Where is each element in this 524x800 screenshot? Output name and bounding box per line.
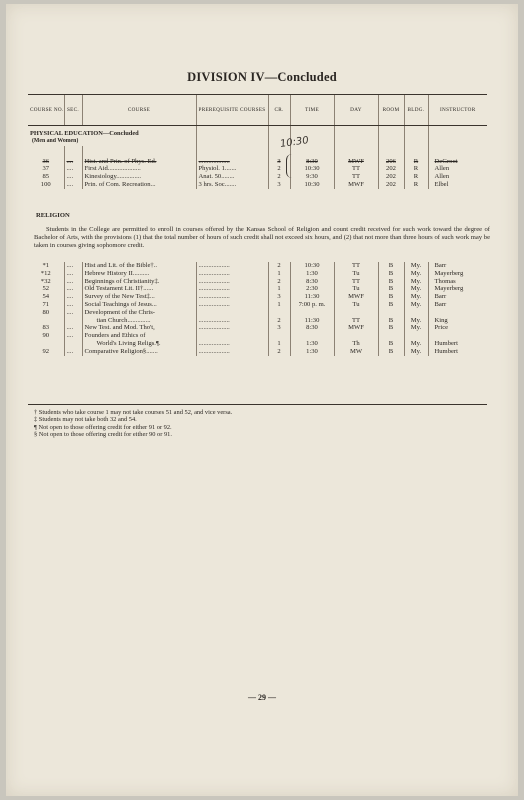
prerequisite-cell: Anat. 50........: [196, 173, 268, 181]
course-name-cell: Hebrew History II..........: [82, 270, 196, 278]
credits-cell: [268, 309, 290, 317]
day-cell: [334, 309, 378, 317]
header-course: COURSE: [82, 95, 196, 126]
instructor-cell: Humbert: [428, 340, 487, 348]
handwritten-bracket: [286, 154, 295, 178]
credits-cell: 3: [268, 181, 290, 189]
course-no-cell: [28, 340, 64, 348]
day-cell: TT: [334, 262, 378, 270]
course-no-cell: 52: [42, 285, 50, 293]
course-table: [28, 94, 487, 189]
sec-cell: ....: [64, 324, 82, 332]
table-row: [28, 324, 487, 332]
credits-cell: 1: [268, 285, 290, 293]
sec-cell: ....: [64, 285, 82, 293]
building-cell: R: [404, 165, 428, 173]
page-title: DIVISION IV—Concluded: [187, 70, 337, 84]
credits-cell: 1: [268, 270, 290, 278]
course-no-cell: 90: [42, 332, 50, 340]
sec-cell: ....: [64, 158, 82, 166]
day-cell: [334, 332, 378, 340]
table-bottom-rule: [28, 404, 487, 405]
course-name-cell: Prin. of Com. Recreation...: [82, 181, 196, 189]
header-bldg: BLDG.: [404, 95, 428, 126]
instructor-cell: King: [428, 317, 487, 325]
room-cell: 202: [378, 181, 404, 189]
time-cell: [290, 309, 334, 317]
instructor-cell: Barr: [428, 301, 487, 309]
day-cell: TT: [334, 317, 378, 325]
course-name-cell: Beginnings of Christianity‡.: [82, 278, 196, 286]
sec-cell: ....: [64, 309, 82, 317]
prerequisite-cell: ...................: [196, 293, 268, 301]
credits-cell: 2: [268, 278, 290, 286]
table-row: [28, 348, 487, 356]
room-cell: B: [378, 340, 404, 348]
pe-section-title: PHYSICAL EDUCATION—Concluded: [30, 130, 139, 137]
time-cell: 8:30: [290, 324, 334, 332]
table-row: [28, 270, 487, 278]
room-cell: [378, 309, 404, 317]
sec-cell: ....: [64, 165, 82, 173]
credits-cell: 2: [268, 317, 290, 325]
credits-cell: 1: [268, 340, 290, 348]
time-cell: 8:30: [290, 158, 334, 166]
time-cell: 10:30: [290, 181, 334, 189]
building-cell: [404, 332, 428, 340]
time-cell: 11:30: [290, 317, 334, 325]
day-cell: Th: [334, 340, 378, 348]
day-cell: TT: [334, 278, 378, 286]
room-cell: 206: [378, 158, 404, 166]
room-cell: B: [378, 317, 404, 325]
course-no-cell: 36: [42, 157, 50, 165]
credits-cell: 2: [268, 165, 290, 173]
building-cell: My.: [404, 348, 428, 356]
prerequisite-cell: Physiol. 1.......: [196, 165, 268, 173]
time-cell: 1:30: [290, 340, 334, 348]
day-cell: TT: [334, 165, 378, 173]
course-no-cell: *1: [42, 262, 50, 269]
instructor-cell: Barr: [428, 262, 487, 270]
building-cell: My.: [404, 324, 428, 332]
time-cell: 11:30: [290, 293, 334, 301]
prerequisite-cell: ...................: [196, 348, 268, 356]
course-name-cell: Development of the Chris-: [82, 309, 196, 317]
credits-cell: 3: [268, 158, 290, 166]
footnotes: [34, 409, 334, 439]
course-name-cell: Social Teachings of Jesus...: [82, 301, 196, 309]
room-cell: B: [378, 285, 404, 293]
building-cell: My.: [404, 317, 428, 325]
instructor-cell: Elbel: [428, 181, 487, 189]
room-cell: B: [378, 278, 404, 286]
header-prereq: PREREQUISITE COURSES: [196, 95, 268, 126]
day-cell: MWF: [334, 158, 378, 166]
credits-cell: [268, 332, 290, 340]
building-cell: My.: [404, 301, 428, 309]
course-name-cell: First Aid....................: [82, 165, 196, 173]
building-cell: My.: [404, 278, 428, 286]
header-course-no: COURSE NO.: [28, 95, 64, 126]
instructor-cell: [428, 332, 487, 340]
sec-cell: ....: [64, 348, 82, 356]
course-no-cell: 80: [42, 308, 50, 316]
course-no-cell: 54: [42, 293, 50, 301]
room-cell: B: [378, 301, 404, 309]
building-cell: My.: [404, 340, 428, 348]
course-name-cell: Hist and Lit. of the Bible†..: [82, 262, 196, 270]
prerequisite-cell: ...................: [196, 301, 268, 309]
course-name-cell: Hist. and Prin. of Phys. Ed.: [82, 158, 196, 166]
table-header-row: [28, 95, 487, 126]
day-cell: MWF: [334, 293, 378, 301]
building-cell: My.: [404, 293, 428, 301]
building-cell: R: [404, 173, 428, 181]
sec-cell: ....: [64, 332, 82, 340]
header-sec: SEC.: [64, 95, 82, 126]
table-row: [28, 332, 487, 340]
table-row: [28, 165, 487, 173]
room-cell: B: [378, 293, 404, 301]
room-cell: 202: [378, 165, 404, 173]
header-cr: CR.: [268, 95, 290, 126]
table-row: [28, 301, 487, 309]
time-cell: 2:30: [290, 285, 334, 293]
credits-cell: 1: [268, 301, 290, 309]
page-number: — 29 —: [248, 693, 276, 702]
table-row: [28, 317, 487, 325]
course-no-cell: 83: [42, 324, 50, 332]
course-no-cell: 92: [42, 347, 50, 355]
instructor-cell: Humbert: [428, 348, 487, 356]
prerequisite-cell: ...................: [196, 324, 268, 332]
time-cell: [290, 332, 334, 340]
day-cell: Tu: [334, 301, 378, 309]
day-cell: Tu: [334, 285, 378, 293]
table-row: [28, 158, 487, 166]
prerequisite-cell: ...................: [196, 340, 268, 348]
table-row: [28, 262, 487, 270]
building-cell: My.: [404, 270, 428, 278]
instructor-cell: [428, 309, 487, 317]
building-cell: My.: [404, 285, 428, 293]
course-name-cell: Survey of the New Test‡...: [82, 293, 196, 301]
course-name-cell: Founders and Ethics of: [82, 332, 196, 340]
credits-cell: 2: [268, 173, 290, 181]
course-no-cell: 71: [42, 300, 50, 308]
instructor-cell: Allen: [428, 173, 487, 181]
day-cell: Tu: [334, 270, 378, 278]
credits-cell: 2: [268, 262, 290, 270]
room-cell: 202: [378, 173, 404, 181]
prerequisite-cell: ...................: [196, 278, 268, 286]
sec-cell: ....: [64, 173, 82, 181]
header-time: TIME: [290, 95, 334, 126]
day-cell: MW: [334, 348, 378, 356]
prerequisite-cell: 3 hrs. Soc.......: [196, 181, 268, 189]
prerequisite-cell: [196, 309, 268, 317]
footnote: § Not open to those offering credit for either 90 or 91.: [34, 431, 172, 439]
building-cell: R: [404, 158, 428, 166]
time-cell: 9:30: [290, 173, 334, 181]
instructor-cell: Thomas: [428, 278, 487, 286]
religion-paragraph: Students in the College are permitted to enroll in courses offered by the Kansas School of Religion and count credit received for such work toward the degree of Bachelor of Arts, with the provisions (1) that the total number of hours of such credit shall not exceed six hours, and (2) that not more than three hours of such work may be taken in courses giving sophomore credit.: [34, 226, 490, 249]
course-no-cell: 100: [40, 180, 51, 188]
credits-cell: 3: [268, 293, 290, 301]
building-cell: My.: [404, 262, 428, 270]
room-cell: [378, 332, 404, 340]
header-instructor: INSTRUCTOR: [428, 95, 487, 126]
course-name-cell: tian Church..............: [82, 317, 196, 325]
course-name-cell: Comparative Religion§.......: [82, 348, 196, 356]
footnote: ¶ Not open to those offering credit for either 91 or 92.: [34, 423, 172, 431]
prerequisite-cell: ...................: [196, 270, 268, 278]
course-name-cell: Old Testament Lit. II†......: [82, 285, 196, 293]
prerequisite-cell: ...................: [196, 158, 268, 166]
table-row: [28, 173, 487, 181]
sec-cell: ....: [64, 270, 82, 278]
room-cell: B: [378, 262, 404, 270]
course-name-cell: World's Living Religs.¶.: [82, 340, 196, 348]
time-cell: 10:30: [290, 262, 334, 270]
prerequisite-cell: ...................: [196, 262, 268, 270]
section-heading-row: [28, 126, 487, 138]
header-room: ROOM: [378, 95, 404, 126]
course-no-cell: [28, 317, 64, 325]
table-row: [28, 309, 487, 317]
time-cell: 8:30: [290, 278, 334, 286]
time-cell: 7:00 p. m.: [290, 301, 334, 309]
day-cell: TT: [334, 173, 378, 181]
day-cell: MWF: [334, 181, 378, 189]
instructor-cell: DeGroot: [428, 158, 487, 166]
prerequisite-cell: ...................: [196, 317, 268, 325]
pe-section-subtitle: (Men and Women): [32, 137, 79, 144]
building-cell: [404, 309, 428, 317]
credits-cell: 2: [268, 348, 290, 356]
section-subheading-row: [28, 138, 487, 146]
sec-cell: ....: [64, 293, 82, 301]
course-no-cell: *12: [40, 269, 51, 277]
course-no-cell: 85: [42, 173, 50, 181]
instructor-cell: Allen: [428, 165, 487, 173]
credits-cell: 3: [268, 324, 290, 332]
time-cell: 1:30: [290, 270, 334, 278]
sec-cell: [64, 317, 82, 325]
room-cell: B: [378, 324, 404, 332]
instructor-cell: Barr: [428, 293, 487, 301]
instructor-cell: Price: [428, 324, 487, 332]
day-cell: MWF: [334, 324, 378, 332]
prerequisite-cell: [196, 332, 268, 340]
religion-section-title: RELIGION: [36, 212, 70, 219]
instructor-cell: Mayerberg: [428, 285, 487, 293]
footnote: † Students who take course 1 may not take courses 51 and 52, and vice versa.: [34, 409, 233, 416]
table-row: [28, 278, 487, 286]
table-row: [28, 285, 487, 293]
handwritten-annotation: 10:30: [279, 135, 310, 150]
sec-cell: ....: [64, 181, 82, 189]
table-row: [28, 293, 487, 301]
room-cell: B: [378, 270, 404, 278]
instructor-cell: Mayerberg: [428, 270, 487, 278]
room-cell: B: [378, 348, 404, 356]
course-name-cell: Kinesiology...............: [82, 173, 196, 181]
sec-cell: ....: [64, 278, 82, 286]
footnote: ‡ Students may not take both 32 and 54.: [34, 416, 137, 424]
course-no-cell: *32: [40, 277, 51, 285]
sec-cell: ....: [64, 301, 82, 309]
table-row: [28, 340, 487, 348]
time-cell: 1:30: [290, 348, 334, 356]
table-row: [28, 181, 487, 189]
prerequisite-cell: ...................: [196, 285, 268, 293]
time-cell: 10:30: [290, 165, 334, 173]
sec-cell: [64, 340, 82, 348]
sec-cell: ....: [64, 262, 82, 270]
building-cell: R: [404, 181, 428, 189]
religion-table: [28, 262, 487, 356]
course-name-cell: New Test. and Mod. Tho't,: [82, 324, 196, 332]
header-day: DAY: [334, 95, 378, 126]
catalog-page: [6, 4, 518, 796]
course-no-cell: 37: [42, 165, 50, 173]
